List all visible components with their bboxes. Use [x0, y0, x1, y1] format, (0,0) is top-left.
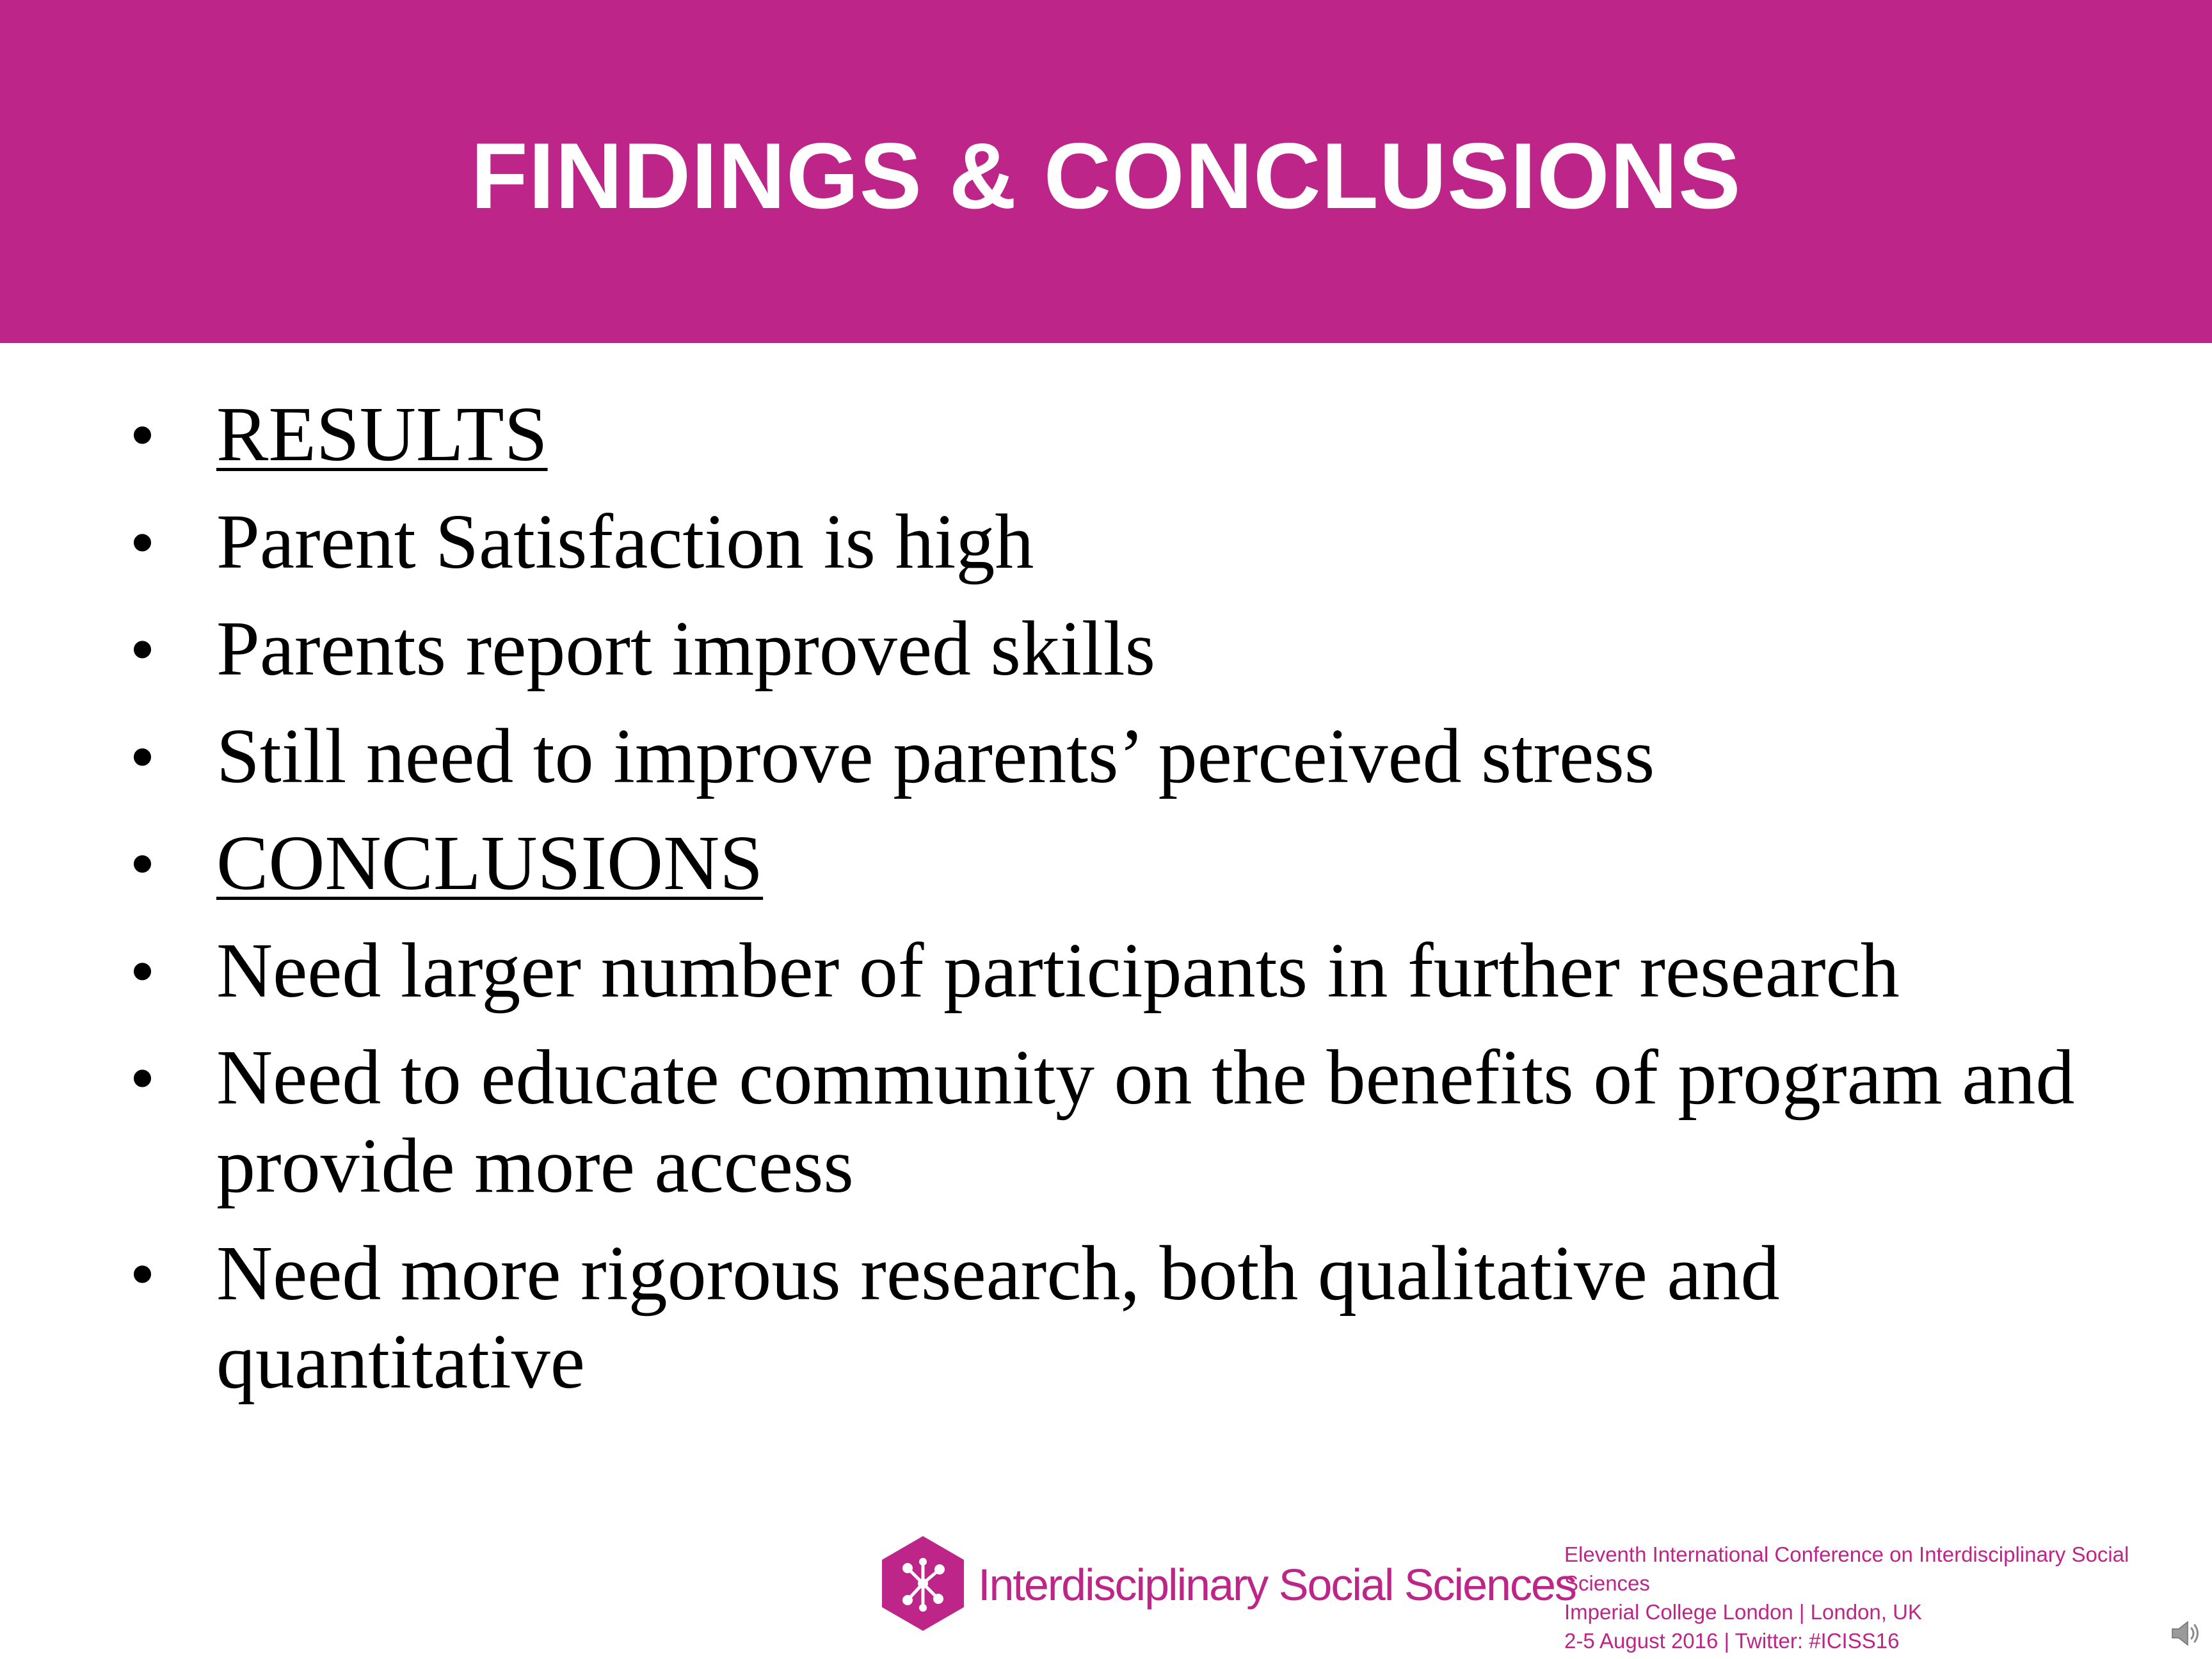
conference-line: Imperial College London | London, UK [1564, 1600, 1922, 1624]
bullet-text: Need more rigorous research, both qualitative and quantitative [216, 1230, 1780, 1405]
bullet-item [0, 498, 2212, 586]
conference-info [1564, 1540, 2153, 1655]
bullet-item [0, 1034, 2212, 1210]
bullet-item [0, 390, 2212, 479]
bullet-text: Need larger number of participants in further research [216, 927, 1900, 1014]
slide-title: FINDINGS & CONCLUSIONS [470, 124, 1742, 228]
bullet-marker: • [131, 613, 154, 685]
bullet-item [0, 819, 2212, 908]
bullet-list [0, 390, 2212, 1425]
logo-wordmark: Interdisciplinary Social Sciences [978, 1560, 1576, 1610]
bullet-heading-results: RESULTS [216, 391, 548, 477]
conference-line: Sciences [1564, 1571, 1650, 1595]
bullet-text: Need to educate community on the benefits of program and provide more access [216, 1034, 2075, 1209]
bullet-marker: • [131, 1042, 154, 1114]
bullet-item [0, 1230, 2212, 1406]
bullet-marker: • [131, 506, 154, 578]
speaker-icon[interactable] [2171, 1619, 2202, 1647]
bullet-marker: • [131, 720, 154, 792]
bullet-marker: • [131, 828, 154, 899]
bullet-item [0, 712, 2212, 801]
bullet-item [0, 605, 2212, 693]
bullet-item [0, 927, 2212, 1015]
bullet-marker: • [131, 934, 154, 1007]
bullet-heading-conclusions: CONCLUSIONS [216, 820, 764, 906]
molecule-hexagon-icon [882, 1536, 964, 1631]
bullet-text: Parents report improved skills [216, 605, 1156, 692]
conference-line: 2-5 August 2016 | Twitter: #ICISS16 [1564, 1629, 1900, 1653]
conference-line: Eleventh International Conference on Interdisciplinary Social [1564, 1543, 2129, 1566]
bullet-text: Still need to improve parents’ perceived stress [216, 712, 1655, 799]
bullet-marker: • [131, 1237, 154, 1310]
bullet-marker: • [131, 399, 154, 470]
bullet-text: Parent Satisfaction is high [216, 498, 1034, 585]
